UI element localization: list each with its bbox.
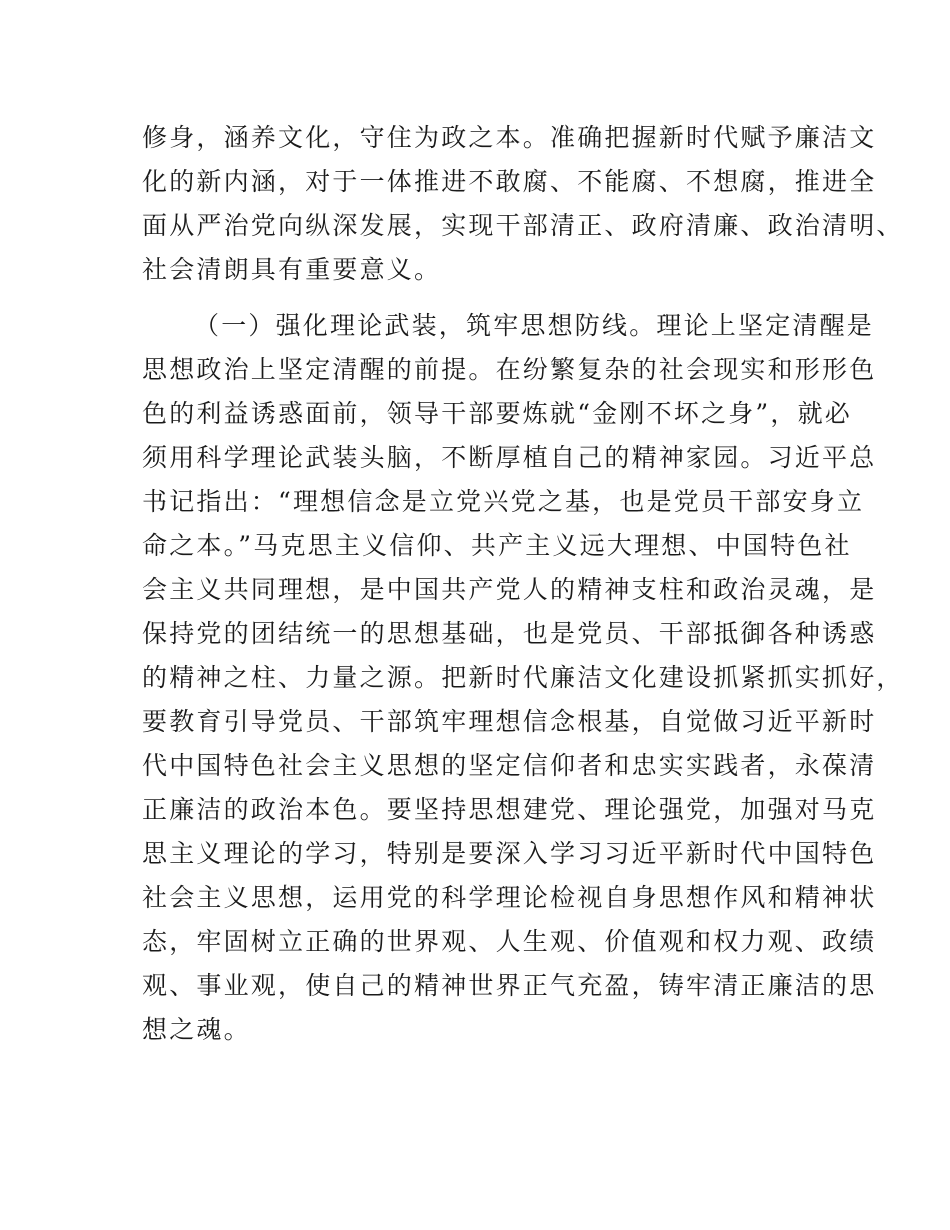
text-line: 修身，涵养文化，守住为政之本。准确把握新时代赋予廉洁文 [142,123,877,152]
text-line: 色的利益诱惑面前，领导干部要炼就“金刚不坏之身”，就必 [142,399,852,428]
text-line: 代中国特色社会主义思想的坚定信仰者和忠实实践者，永葆清 [142,751,877,780]
text-line: 社会主义思想，运用党的科学理论检视自身思想作风和精神状 [142,883,877,912]
text-line: 面从严治党向纵深发展，实现干部清正、政府清廉、政治清明、 [142,211,904,240]
text-line: 态，牢固树立正确的世界观、人生观、价值观和权力观、政绩 [142,927,877,956]
text-line: 正廉洁的政治本色。要坚持思想建党、理论强党，加强对马克 [142,795,877,824]
text-line: 须用科学理论武装头脑，不断厚植自己的精神家园。习近平总 [142,443,877,472]
text-line: 会主义共同理想，是中国共产党人的精神支柱和政治灵魂，是 [142,575,877,604]
text-line: 社会清朗具有重要意义。 [142,255,442,284]
text-line: 思想政治上坚定清醒的前提。在纷繁复杂的社会现实和形形色 [142,355,877,384]
text-line: 观、事业观，使自己的精神世界正气充盈，铸牢清正廉洁的思 [142,971,877,1000]
text-line: 思主义理论的学习，特别是要深入学习习近平新时代中国特色 [142,839,877,868]
text-line: 书记指出：“理想信念是立党兴党之基，也是党员干部安身立 [142,487,865,516]
text-line: 保持党的团结统一的思想基础，也是党员、干部抵御各种诱惑 [142,619,877,648]
section-heading-line: （一）强化理论武装，筑牢思想防线。理论上坚定清醒是 [194,311,875,340]
text-line: 想之魂。 [142,1015,251,1044]
paragraph-section-1 [142,304,904,1052]
text-line: 的精神之柱、力量之源。把新时代廉洁文化建设抓紧抓实抓好， [142,663,904,692]
text-line: 要教育引导党员、干部筑牢理想信念根基，自觉做习近平新时 [142,707,877,736]
paragraph-intro [142,116,904,292]
text-line: 化的新内涵，对于一体推进不敢腐、不能腐、不想腐，推进全 [142,167,877,196]
text-line: 命之本。”马克思主义信仰、共产主义远大理想、中国特色社 [142,531,852,560]
